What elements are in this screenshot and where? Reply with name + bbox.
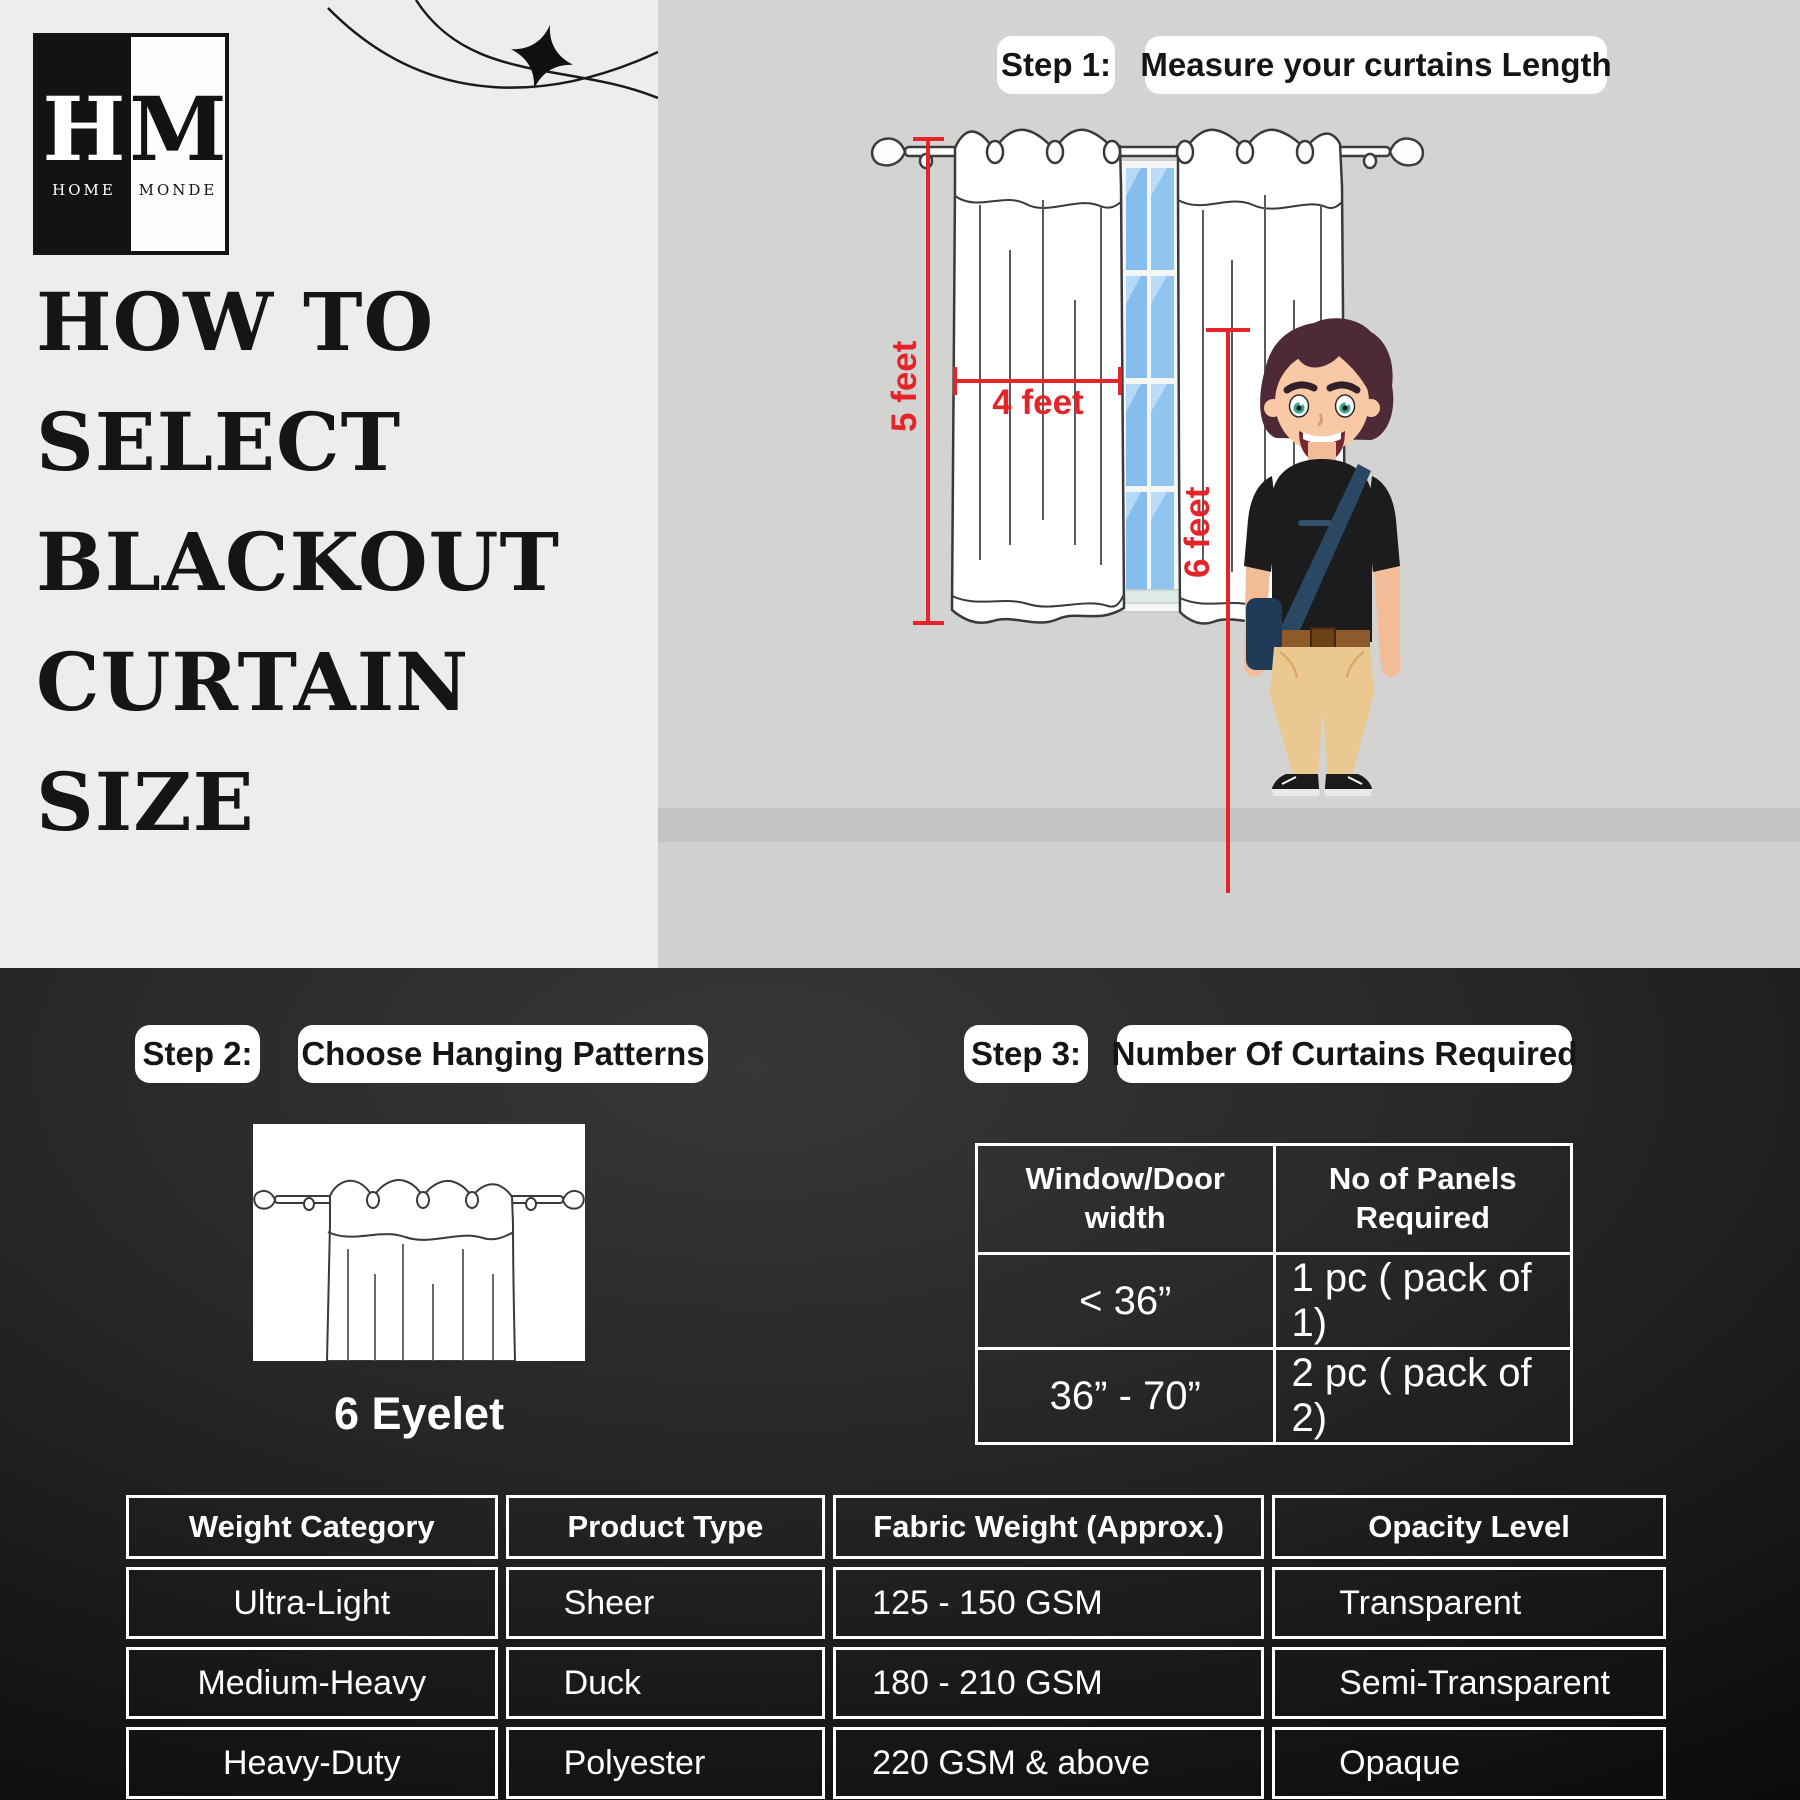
label-5-feet: 5 feet bbox=[885, 340, 924, 432]
header-panels-required: No of Panels Required bbox=[1274, 1145, 1572, 1254]
step3-label: Step 3: bbox=[970, 1035, 1082, 1072]
cell-panels-2: 2 pc ( pack of 2) bbox=[1274, 1349, 1572, 1444]
step1-title bbox=[1140, 36, 1612, 94]
logo-word-home: HOME bbox=[52, 181, 116, 199]
title-line: SELECT bbox=[36, 395, 402, 489]
logo-word-monde: MONDE bbox=[138, 181, 218, 199]
header-opacity-level: Opacity Level bbox=[1272, 1495, 1666, 1559]
eyelet-curtain-drawing bbox=[253, 1124, 585, 1361]
cell-gsm: 125 - 150 GSM bbox=[833, 1567, 1264, 1639]
page-title bbox=[36, 262, 636, 862]
title-line: SIZE bbox=[36, 755, 255, 849]
cell-product: Polyester bbox=[506, 1727, 826, 1799]
table-row bbox=[977, 1254, 1572, 1349]
header-fabric-weight: Fabric Weight (Approx.) bbox=[833, 1495, 1264, 1559]
cell-category: Heavy-Duty bbox=[126, 1727, 498, 1799]
label-4-feet: 4 feet bbox=[992, 383, 1084, 422]
label-6-feet: 6 feet bbox=[1178, 486, 1217, 578]
step1-badge bbox=[997, 36, 1115, 94]
cell-category: Medium-Heavy bbox=[126, 1647, 498, 1719]
sparkle-swoosh-icon bbox=[320, 0, 658, 130]
eyelet-pattern-card bbox=[253, 1124, 585, 1361]
cell-opacity: Opaque bbox=[1272, 1727, 1666, 1799]
cell-panels-1: 1 pc ( pack of 1) bbox=[1274, 1254, 1572, 1349]
step2-text: Choose Hanging Patterns bbox=[301, 1035, 705, 1072]
step2-label: Step 2: bbox=[142, 1035, 253, 1072]
man-illustration bbox=[1244, 318, 1401, 796]
logo-right-half bbox=[131, 37, 225, 251]
cell-opacity: Transparent bbox=[1272, 1567, 1666, 1639]
cell-gsm: 220 GSM & above bbox=[833, 1727, 1264, 1799]
step3-badge bbox=[964, 1025, 1088, 1083]
header-product-type: Product Type bbox=[506, 1495, 826, 1559]
step1-text: Measure your curtains Length bbox=[1140, 46, 1612, 83]
cell-opacity: Semi-Transparent bbox=[1272, 1647, 1666, 1719]
curtain-left-panel bbox=[952, 130, 1124, 623]
table-header-row bbox=[126, 1495, 1666, 1559]
title-line: BLACKOUT bbox=[36, 515, 560, 609]
table-row bbox=[126, 1647, 1666, 1719]
logo-letter-m: M bbox=[129, 77, 227, 181]
cell-width-1: < 36” bbox=[977, 1254, 1275, 1349]
window-illustration bbox=[1114, 160, 1186, 612]
title-line: HOW TO bbox=[36, 275, 435, 369]
table-row bbox=[126, 1567, 1666, 1639]
title-line: CURTAIN bbox=[36, 635, 470, 729]
step3-title bbox=[1111, 1025, 1578, 1083]
cell-gsm: 180 - 210 GSM bbox=[833, 1647, 1264, 1719]
logo-left-half bbox=[37, 37, 131, 251]
measurement-illustration bbox=[658, 0, 1800, 968]
cell-product: Sheer bbox=[506, 1567, 826, 1639]
table-header-row bbox=[977, 1145, 1572, 1254]
fabric-weight-table bbox=[118, 1487, 1674, 1800]
table-row bbox=[126, 1727, 1666, 1799]
right-panel bbox=[658, 0, 1800, 968]
panels-required-table bbox=[975, 1143, 1573, 1445]
cell-width-2: 36” - 70” bbox=[977, 1349, 1275, 1444]
eyelet-caption: 6 Eyelet bbox=[333, 1388, 505, 1439]
header-weight-category: Weight Category bbox=[126, 1495, 498, 1559]
left-panel bbox=[0, 0, 658, 968]
step1-label: Step 1: bbox=[1000, 46, 1112, 83]
cell-category: Ultra-Light bbox=[126, 1567, 498, 1639]
table-row bbox=[977, 1349, 1572, 1444]
cell-product: Duck bbox=[506, 1647, 826, 1719]
step3-text: Number Of Curtains Required bbox=[1111, 1035, 1578, 1072]
header-window-width: Window/Door width bbox=[977, 1145, 1275, 1254]
logo-letter-h: H bbox=[42, 77, 126, 181]
brand-logo bbox=[33, 33, 229, 255]
step2-badge bbox=[135, 1025, 260, 1083]
step2-title bbox=[298, 1025, 708, 1083]
